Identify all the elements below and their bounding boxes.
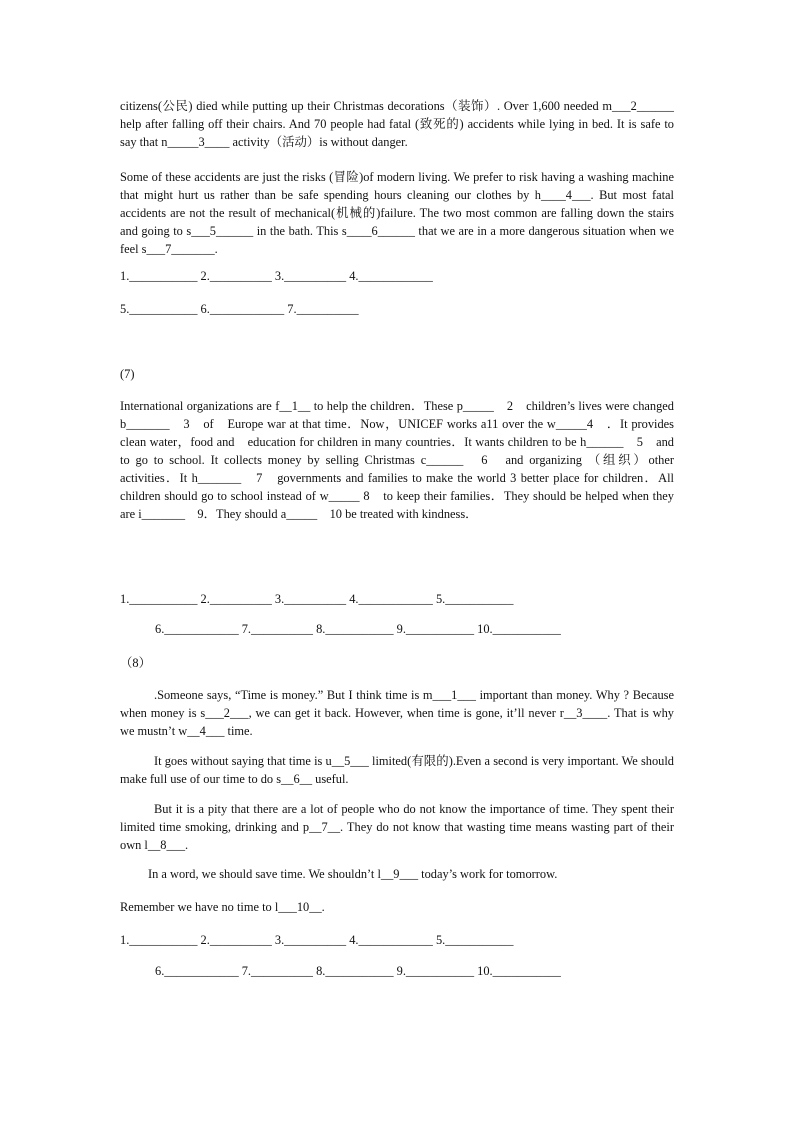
passage8-paragraph-1: .Someone says, “Time is money.” But I think time is m___1___ important than money. Why ? Because when money is s___2___, we can get it back. However, when time is gone, it’ll never r__3____. That is why we mustn’t w__4___ time. (120, 688, 674, 738)
passage6-paragraph-1: citizens(公民) died while putting up their Christmas decorations（装饰）. Over 1,600 needed m___2______ help after falling off their chairs. And 70 people had fatal (致死的) accidents while lying in bed. It is safe to say that n_____3____ activity（活动）is without danger. (120, 99, 674, 149)
passage6-paragraph-2: Some of these accidents are just the risks (冒险)of modern living. We prefer to risk having a washing machine that might hurt us rather than be safe spending hours cleaning our clothes by h____4___. But most fatal accidents are not the result of mechanical(机械的)failure. The two most common are falling down the stairs and going to s___5______ in the bath. This s____6______ that we are in a more dangerous situation when we feel s___7_______. (120, 170, 674, 256)
passage7-answer-row-1: 1.___________ 2.__________ 3.__________ 4.____________ 5.___________ (120, 592, 514, 606)
passage8-heading: （8） (120, 656, 151, 670)
passage7-paragraph: International organizations are f__1__ to help the children．These p_____ 2 children’s lives were changed b_______ 3 of Europe war at that time．Now，UNICEF works a11 over the w_____4 ．It provides clean water，food and education for children in many countries．It wants children to be h______ 5 and to go to school. It collects money by selling Christmas c______ 6 and organizing （组织）other activities．It h_______ 7 governments and families to make the world 3 better place for children．All children should go to school instead of w_____ 8 to keep their families．They should be helped when they are i_______ 9．They should a_____ 10 be treated with kindness． (120, 399, 674, 521)
passage7-answer-row-2: 6.____________ 7.__________ 8.___________ 9.___________ 10.___________ (155, 622, 561, 636)
passage8-paragraph-5: Remember we have no time to l___10__. (120, 900, 325, 914)
passage8-paragraph-3: But it is a pity that there are a lot of people who do not know the importance of time. They spent their limited time smoking, drinking and p__7__. They do not know that wasting time means wasting part of their own l__8___. (120, 802, 674, 852)
passage7-heading: (7) (120, 367, 135, 381)
passage8-paragraph-4: In a word, we should save time. We shouldn’t l__9___ today’s work for tomorrow. (148, 867, 558, 881)
passage6-answer-row-2: 5.___________ 6.____________ 7.__________ (120, 302, 359, 316)
passage8-answer-row-1: 1.___________ 2.__________ 3.__________ 4.____________ 5.___________ (120, 933, 514, 947)
passage6-answer-row-1: 1.___________ 2.__________ 3.__________ 4.____________ (120, 269, 433, 283)
passage8-paragraph-2: It goes without saying that time is u__5___ limited(有限的).Even a second is very important. We should make full use of our time to do s__6__ useful. (120, 754, 674, 786)
passage8-answer-row-2: 6.____________ 7.__________ 8.___________ 9.___________ 10.___________ (155, 964, 561, 978)
